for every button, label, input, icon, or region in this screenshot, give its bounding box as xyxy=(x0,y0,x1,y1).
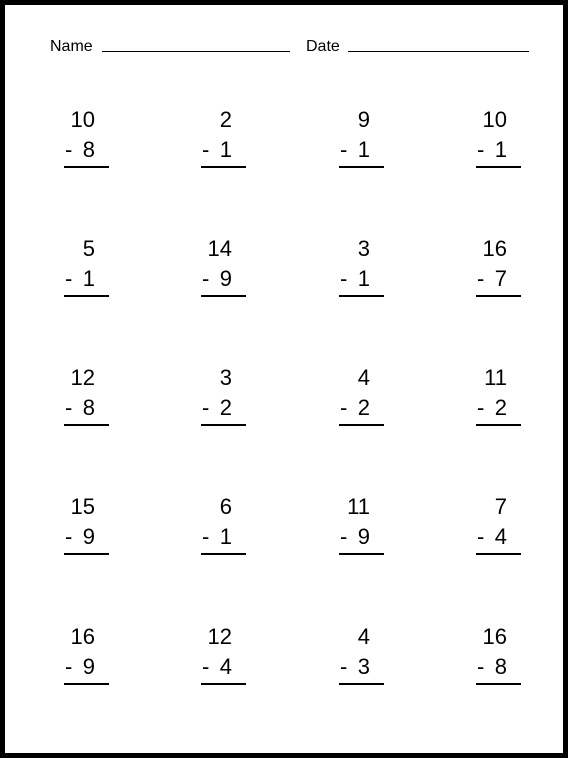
subtrahend: 1 xyxy=(82,266,95,291)
subtrahend: 7 xyxy=(494,266,507,291)
subtraction-problem xyxy=(324,625,384,695)
subtraction-problem xyxy=(461,237,521,307)
subtraction-problem xyxy=(324,495,384,565)
subtrahend: 8 xyxy=(82,137,95,162)
subtraction-problem xyxy=(461,495,521,565)
subtraction-problem xyxy=(49,237,109,307)
subtrahend: 1 xyxy=(357,137,370,162)
subtrahend: 1 xyxy=(357,266,370,291)
answer-line xyxy=(476,295,521,297)
minus-sign: - xyxy=(340,524,348,549)
answer-line xyxy=(339,424,384,426)
minuend: 4 xyxy=(357,365,370,390)
minuend: 3 xyxy=(219,365,232,390)
minus-sign: - xyxy=(477,395,485,420)
answer-line xyxy=(201,295,246,297)
answer-line xyxy=(201,553,246,555)
minuend: 10 xyxy=(482,107,507,132)
minuend: 12 xyxy=(207,624,232,649)
problem-grid xyxy=(5,5,563,753)
date-label: Date xyxy=(306,38,340,55)
subtrahend: 9 xyxy=(357,524,370,549)
answer-line xyxy=(201,424,246,426)
minuend: 7 xyxy=(494,494,507,519)
answer-line xyxy=(339,295,384,297)
answer-line xyxy=(64,553,109,555)
minus-sign: - xyxy=(477,266,485,291)
minuend: 10 xyxy=(70,107,95,132)
minus-sign: - xyxy=(340,266,348,291)
answer-line xyxy=(476,553,521,555)
subtrahend: 9 xyxy=(82,654,95,679)
subtraction-problem xyxy=(186,237,246,307)
subtraction-problem xyxy=(49,108,109,178)
subtrahend: 4 xyxy=(494,524,507,549)
minus-sign: - xyxy=(340,654,348,679)
name-label: Name xyxy=(50,38,93,55)
subtrahend: 2 xyxy=(357,395,370,420)
answer-line xyxy=(201,166,246,168)
subtraction-problem xyxy=(49,625,109,695)
answer-line xyxy=(476,424,521,426)
subtrahend: 8 xyxy=(494,654,507,679)
answer-line xyxy=(64,424,109,426)
minus-sign: - xyxy=(202,266,210,291)
subtrahend: 4 xyxy=(219,654,232,679)
subtraction-problem xyxy=(461,625,521,695)
minuend: 3 xyxy=(357,236,370,261)
minuend: 16 xyxy=(70,624,95,649)
answer-line xyxy=(64,295,109,297)
minuend: 11 xyxy=(484,365,507,390)
subtraction-problem xyxy=(186,495,246,565)
subtraction-problem xyxy=(49,495,109,565)
minus-sign: - xyxy=(202,654,210,679)
minus-sign: - xyxy=(65,137,73,162)
minuend: 2 xyxy=(219,107,232,132)
subtraction-problem xyxy=(324,237,384,307)
subtrahend: 9 xyxy=(82,524,95,549)
subtrahend: 2 xyxy=(494,395,507,420)
minuend: 12 xyxy=(70,365,95,390)
minus-sign: - xyxy=(477,654,485,679)
answer-line xyxy=(64,683,109,685)
minus-sign: - xyxy=(202,524,210,549)
subtrahend: 3 xyxy=(357,654,370,679)
answer-line xyxy=(64,166,109,168)
minuend: 5 xyxy=(82,236,95,261)
answer-line xyxy=(476,166,521,168)
answer-line xyxy=(476,683,521,685)
subtrahend: 9 xyxy=(219,266,232,291)
minuend: 15 xyxy=(70,494,95,519)
minus-sign: - xyxy=(477,524,485,549)
minus-sign: - xyxy=(202,137,210,162)
minus-sign: - xyxy=(202,395,210,420)
minus-sign: - xyxy=(340,395,348,420)
answer-line xyxy=(339,553,384,555)
subtraction-problem xyxy=(186,108,246,178)
minuend: 9 xyxy=(357,107,370,132)
minuend: 16 xyxy=(482,624,507,649)
subtraction-problem xyxy=(49,366,109,436)
minus-sign: - xyxy=(340,137,348,162)
minus-sign: - xyxy=(65,654,73,679)
subtraction-problem xyxy=(324,366,384,436)
answer-line xyxy=(339,166,384,168)
subtraction-problem xyxy=(324,108,384,178)
minus-sign: - xyxy=(477,137,485,162)
subtrahend: 1 xyxy=(219,137,232,162)
subtraction-problem xyxy=(461,366,521,436)
subtraction-problem xyxy=(186,366,246,436)
minuend: 6 xyxy=(219,494,232,519)
subtraction-problem xyxy=(186,625,246,695)
minuend: 4 xyxy=(357,624,370,649)
minus-sign: - xyxy=(65,524,73,549)
subtrahend: 2 xyxy=(219,395,232,420)
subtrahend: 1 xyxy=(494,137,507,162)
minuend: 16 xyxy=(482,236,507,261)
minus-sign: - xyxy=(65,266,73,291)
answer-line xyxy=(339,683,384,685)
minuend: 14 xyxy=(207,236,232,261)
subtrahend: 8 xyxy=(82,395,95,420)
minuend: 11 xyxy=(347,494,370,519)
subtrahend: 1 xyxy=(219,524,232,549)
minus-sign: - xyxy=(65,395,73,420)
answer-line xyxy=(201,683,246,685)
subtraction-problem xyxy=(461,108,521,178)
